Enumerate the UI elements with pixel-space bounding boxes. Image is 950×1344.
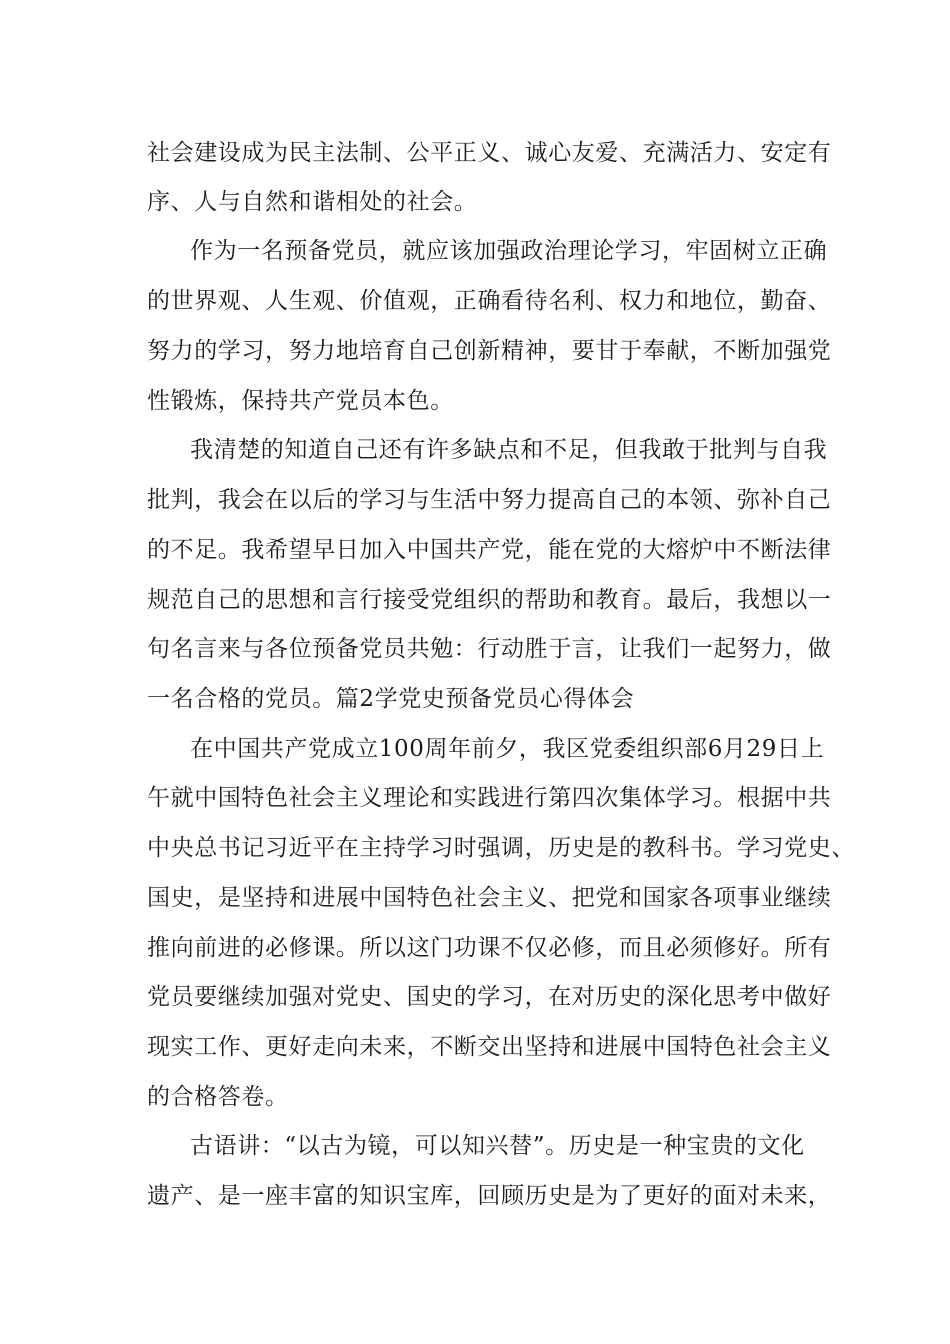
- text-line: 规范自己的思想和言行接受党组织的帮助和教育。最后，我想以一: [147, 587, 832, 613]
- paragraph-first-line: 作为一名预备党员，就应该加强政治理论学习，牢固树立正确: [190, 238, 828, 264]
- text-line: 推向前进的必修课。所以这门功课不仅必修，而且必须修好。所有: [147, 935, 832, 961]
- text-line: 现实工作、更好走向未来，不断交出坚持和进展中国特色社会主义: [147, 1034, 832, 1060]
- text-line: 性锻炼，保持共产党员本色。: [147, 388, 454, 414]
- text-line: 党员要继续加强对党史、国史的学习，在对历史的深化思考中做好: [147, 984, 832, 1010]
- text-line: 一名合格的党员。篇2学党史预备党员心得体会: [147, 686, 635, 712]
- text-line: 的不足。我希望早日加入中国共产党，能在党的大熔炉中不断法律: [147, 537, 832, 563]
- text-line: 序、人与自然和谐相处的社会。: [147, 189, 478, 215]
- paragraph-first-line: 古语讲：“以古为镜，可以知兴替”。历史是一种宝贵的文化: [190, 1133, 805, 1159]
- text-line: 中央总书记习近平在主持学习时强调，历史是的教科书。学习党史、: [147, 835, 855, 861]
- text-line: 批判，我会在以后的学习与生活中努力提高自己的本领、弥补自己: [147, 487, 832, 513]
- text-line: 国史，是坚持和进展中国特色社会主义、把党和国家各项事业继续: [147, 885, 832, 911]
- paragraph-first-line: 在中国共产党成立100周年前夕，我区党委组织部6月29日上: [190, 736, 825, 762]
- text-line: 遗产、是一座丰富的知识宝库，回顾历史是为了更好的面对未来，: [147, 1183, 832, 1209]
- text-line: 午就中国特色社会主义理论和实践进行第四次集体学习。根据中共: [147, 785, 832, 811]
- text-line: 的合格答卷。: [147, 1084, 289, 1110]
- paragraph-first-line: 我清楚的知道自己还有许多缺点和不足，但我敢于批判与自我: [190, 437, 828, 463]
- text-line: 句名言来与各位预备党员共勉：行动胜于言，让我们一起努力，做: [147, 636, 832, 662]
- text-line: 努力的学习，努力地培育自己创新精神，要甘于奉献，不断加强党: [147, 338, 832, 364]
- text-line: 的世界观、人生观、价值观，正确看待名利、权力和地位，勤奋、: [147, 288, 832, 314]
- text-line: 社会建设成为民主法制、公平正义、诚心友爱、充满活力、安定有: [147, 140, 832, 166]
